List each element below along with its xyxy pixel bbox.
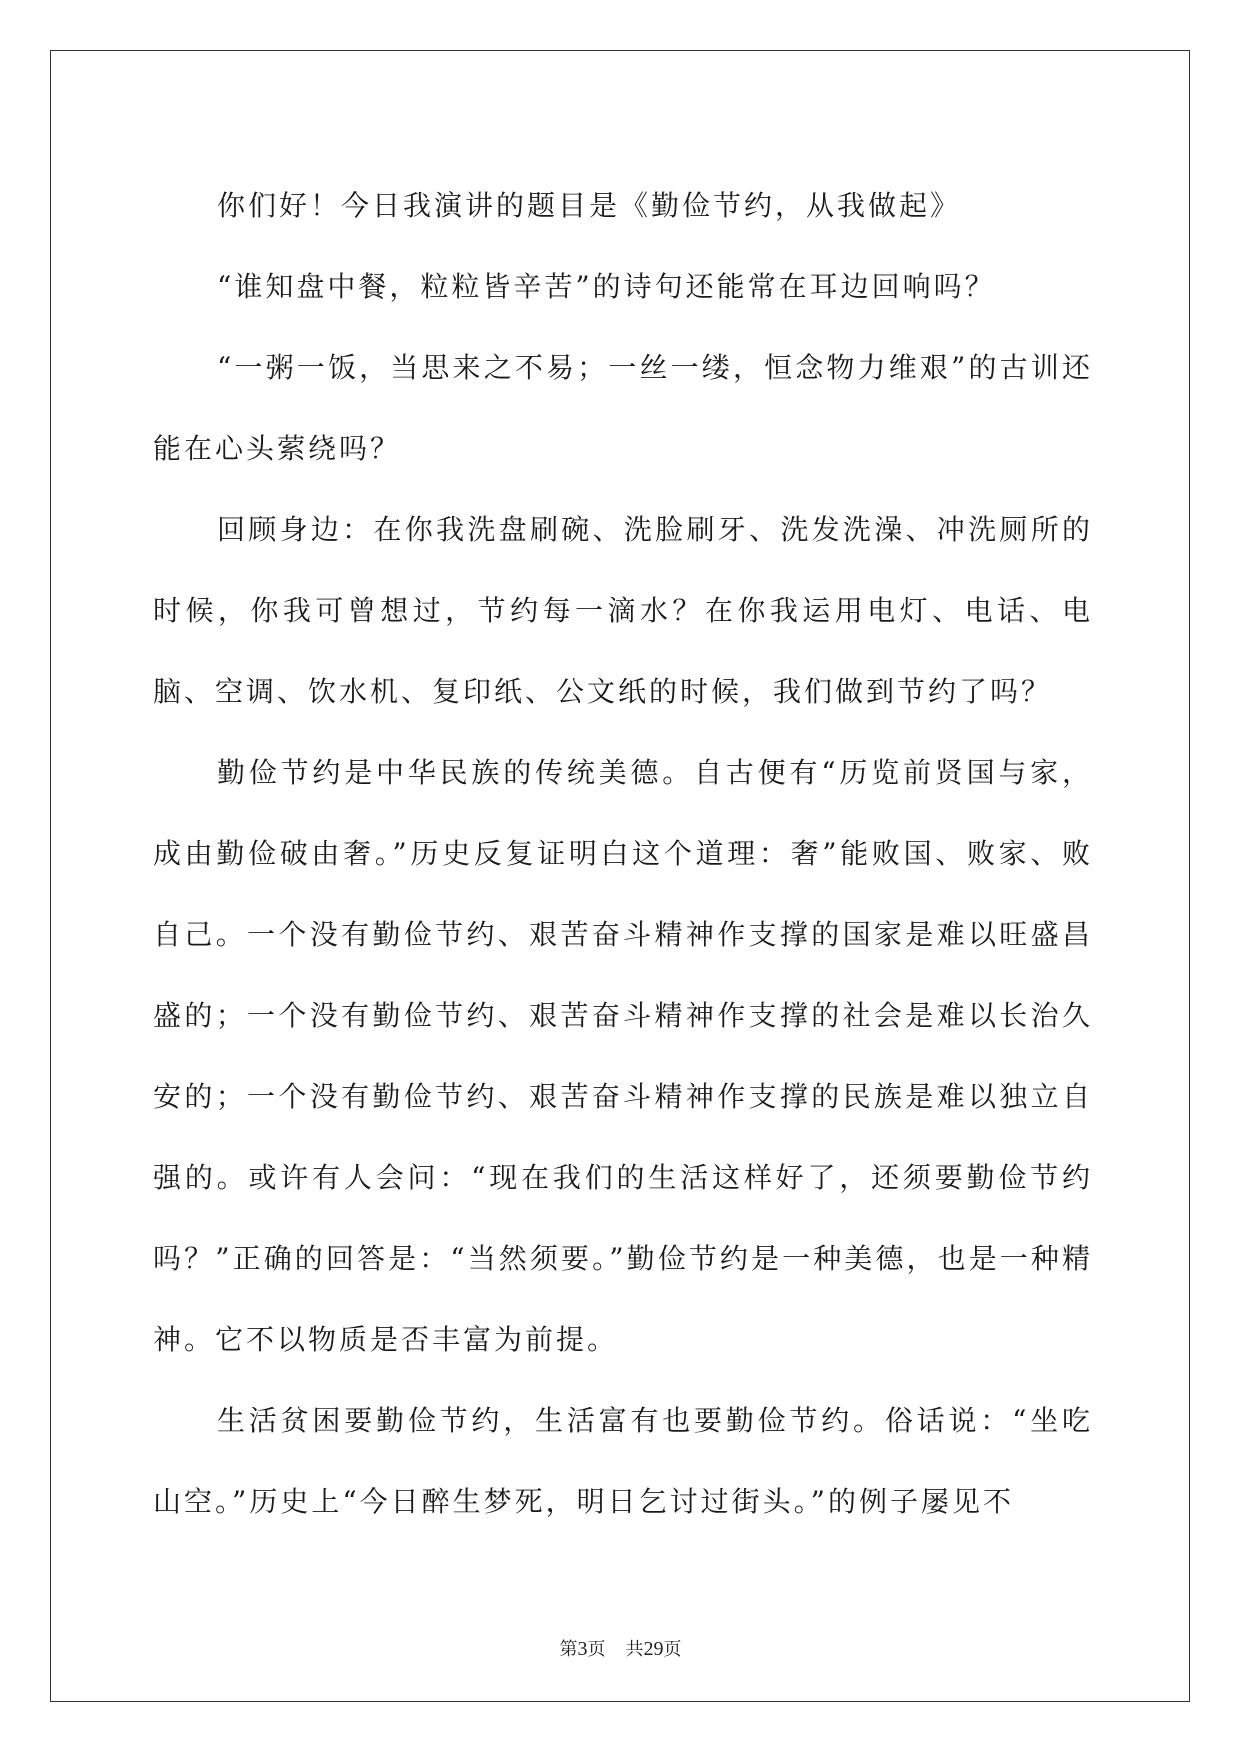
paragraph-5: 勤俭节约是中华民族的传统美德。自古便有“历览前贤国与家，成由勤俭破由奢。”历史反复证明白这个道理：奢”能败国、败家、败自己。一个没有勤俭节约、艰苦奋斗精神作支撑的国家是难以旺盛昌盛的；一个没有勤俭节约、艰苦奋斗精神作支撑的社会是难以长治久安的；一个没有勤俭节约、艰苦奋斗精神作支撑的民族是难以独立自强的。或许有人会问：“现在我们的生活这样好了，还须要勤俭节约吗？”正确的回答是：“当然须要。”勤俭节约是一种美德，也是一种精神。它不以物质是否丰富为前提。	[153, 756, 1093, 1356]
total-prefix: 共	[625, 1639, 644, 1660]
paragraph-2: “谁知盘中餐，粒粒皆辛苦”的诗句还能常在耳边回响吗？	[217, 270, 996, 303]
page-footer	[0, 1635, 1241, 1661]
total-suffix: 页	[663, 1639, 682, 1660]
page-prefix: 第	[559, 1639, 578, 1660]
total-pages: 29	[643, 1638, 664, 1660]
paragraph-4: 回顾身边：在你我洗盘刷碗、洗脸刷牙、洗发洗澡、冲洗厕所的时候，你我可曾想过，节约每一滴水？在你我运用电灯、电话、电脑、空调、饮水机、复印纸、公文纸的时候，我们做到节约了吗？	[153, 513, 1093, 708]
paragraph-1: 你们好！今日我演讲的题目是《勤俭节约，从我做起》	[217, 189, 962, 222]
document-body	[153, 165, 1093, 1542]
paragraph-3: “一粥一饭，当思来之不易；一丝一缕，恒念物力维艰”的古训还能在心头萦绕吗？	[153, 351, 1093, 465]
paragraph-6: 生活贫困要勤俭节约，生活富有也要勤俭节约。俗话说：“坐吃山空。”历史上“今日醉生梦死，明日乞讨过街头。”的例子屡见不	[153, 1404, 1093, 1518]
page-suffix: 页	[587, 1639, 606, 1660]
page-number: 3	[577, 1638, 588, 1660]
